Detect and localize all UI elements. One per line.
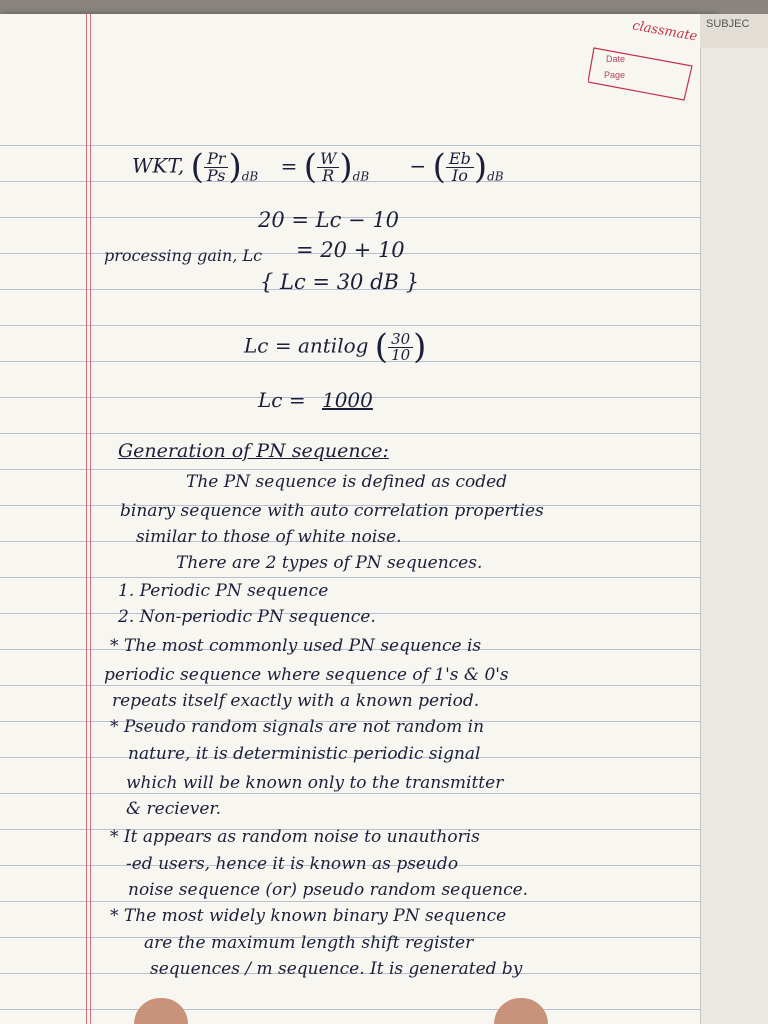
db-unit-2: dB [352, 169, 370, 184]
note-line: * The most commonly used PN sequence is [110, 636, 482, 656]
note-line: 1. Periodic PN sequence [118, 581, 329, 601]
numerator-30: 30 [388, 332, 413, 348]
note-line: -ed users, hence it is known as pseudo [126, 854, 459, 874]
note-line: noise sequence (or) pseudo random sequence. [128, 880, 529, 900]
note-line: periodic sequence where sequence of 1's & 0's [104, 665, 509, 685]
note-line: similar to those of white noise. [136, 527, 402, 547]
io-term: Io [451, 165, 468, 185]
denominator-10: 10 [391, 345, 411, 364]
equals-1: = [280, 153, 298, 178]
date-label: Date [606, 54, 626, 64]
r-term: R [322, 165, 335, 185]
equation-final [258, 390, 373, 410]
note-line: are the maximum length shift register [144, 933, 474, 953]
final-value-1000: 1000 [321, 388, 373, 412]
equation-line-2: 20 = Lc − 10 [258, 208, 400, 232]
note-line: * It appears as random noise to unauthoris [110, 827, 480, 847]
db-unit-3: dB [487, 169, 504, 184]
ps-term: Ps [206, 165, 226, 185]
note-line: binary sequence with auto correlation properties [120, 501, 544, 521]
margin-line-inner [90, 14, 91, 1024]
note-line: The PN sequence is defined as coded [186, 472, 508, 492]
processing-gain-value: = 20 + 10 [296, 238, 405, 262]
equation-line-1: WKT, ( $\frac{Pr}{Ps}$ )$_{dB}$ = ( $\frac{W}{R}$ )$_{dB}$ − ( $\frac{Eb}{Io}$ )$_{dB}$ [132, 147, 504, 187]
pr-term: Pr [204, 151, 229, 168]
note-line: & reciever. [126, 799, 222, 819]
note-line: repeats itself exactly with a known period. [112, 691, 480, 711]
subject-tag: SUBJEC [700, 14, 768, 48]
eb-term: Eb [446, 151, 474, 168]
db-unit-1: dB [241, 169, 259, 184]
note-line: nature, it is deterministic periodic signal [128, 744, 481, 764]
final-lhs: Lc = [258, 388, 306, 412]
note-line: * The most widely known binary PN sequence [110, 906, 507, 926]
minus-sign: − [409, 153, 427, 178]
margin-line [86, 14, 87, 1024]
note-line: * Pseudo random signals are not random in [110, 717, 485, 737]
brand-logo: classmate [631, 18, 699, 45]
processing-gain-label: processing gain, Lc [104, 246, 263, 265]
w-term: W [317, 151, 339, 168]
wkt-label: WKT, [132, 153, 185, 178]
adjacent-page [700, 14, 768, 1024]
note-line: There are 2 types of PN sequences. [176, 553, 483, 573]
page-label: Page [604, 70, 626, 80]
note-line: 2. Non-periodic PN sequence. [118, 607, 376, 627]
note-line: which will be known only to the transmitter [126, 773, 504, 793]
section-heading: Generation of PN sequence: [118, 440, 389, 462]
note-line: sequences / m sequence. It is generated by [150, 959, 523, 979]
antilog-lhs: Lc = antilog [244, 333, 369, 358]
lc-30db-result: { Lc = 30 dB } [260, 270, 419, 294]
equation-antilog: Lc = antilog ( $\frac{30}{10}$ ) [244, 327, 427, 367]
